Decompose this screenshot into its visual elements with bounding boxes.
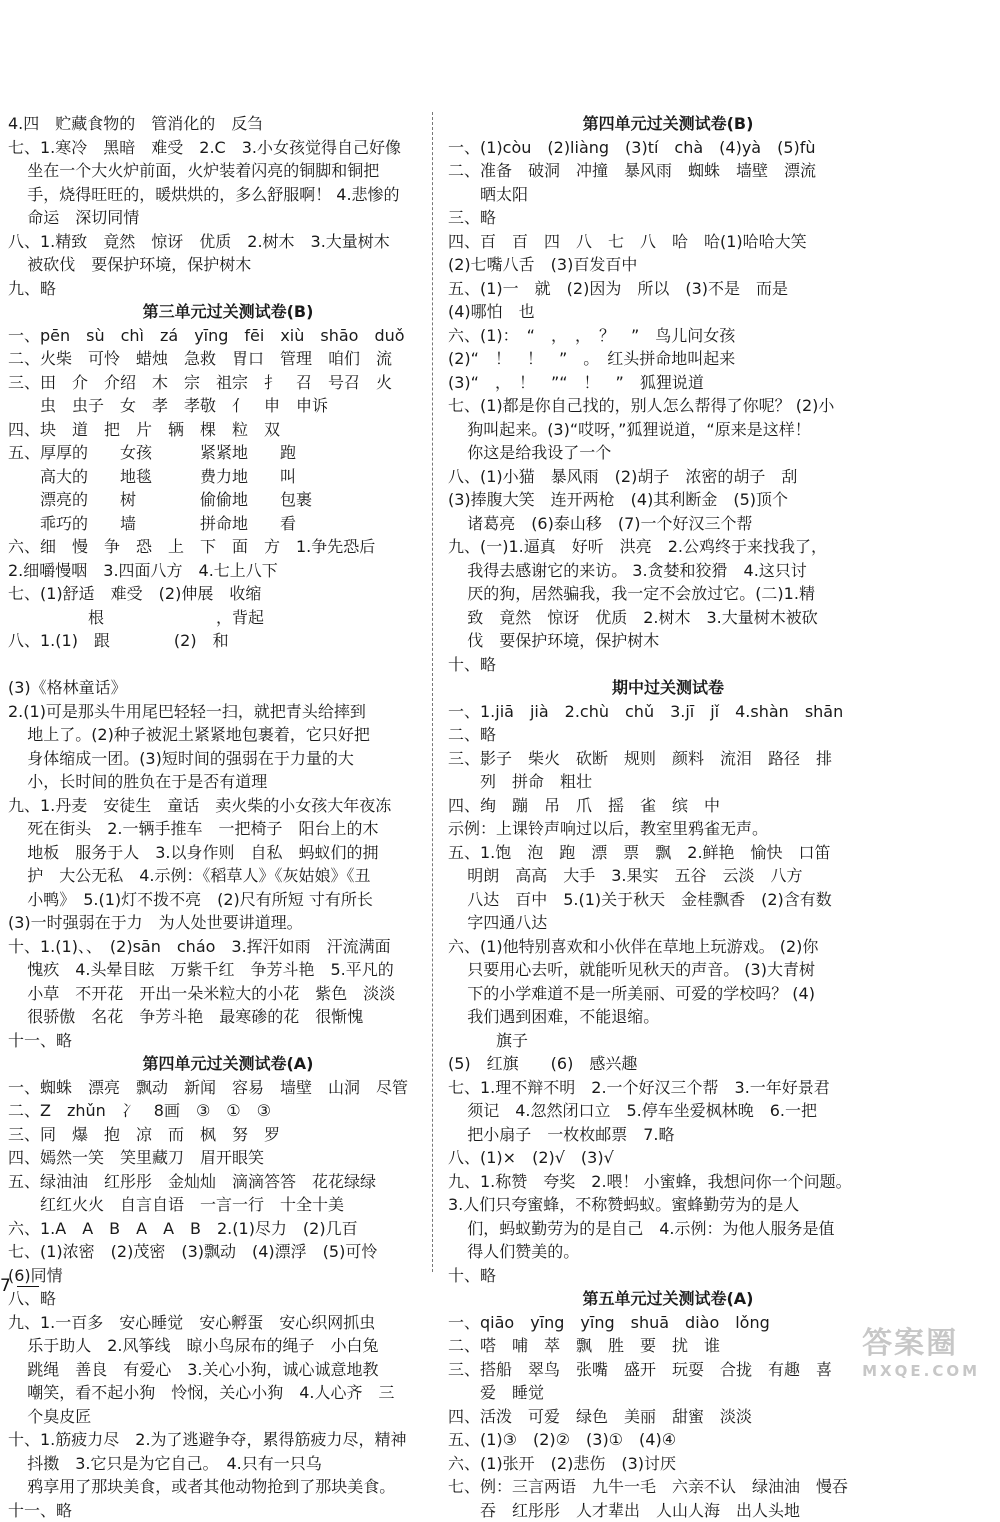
section-heading: 第三单元过关测试卷(B)	[8, 300, 448, 324]
answer-line: 致 竟然 惊讶 优质 2.树木 3.大量树木被砍	[448, 606, 888, 630]
answer-line: 四、百 百 四 八 七 八 哈 哈(1)哈哈大笑	[448, 230, 888, 254]
answer-line: 抖擞 3.它只是为它自己。 4.只有一只乌	[8, 1452, 448, 1476]
answer-line: 下的小学难道不是一所美丽、可爱的学校吗？ (4)	[448, 982, 888, 1006]
section-heading: 期中过关测试卷	[448, 676, 888, 700]
answer-line: 列 拼命 粗壮	[448, 770, 888, 794]
watermark-main: 答案圈	[862, 1326, 958, 1361]
answer-line: 4.四 贮藏食物的 管消化的 反刍	[8, 112, 448, 136]
column-divider	[432, 112, 433, 1272]
answer-line: 明朗 高高 大手 3.果实 五谷 云淡 八方	[448, 864, 888, 888]
answer-line: (3)《格林童话》	[8, 676, 448, 700]
answer-line: 诸葛亮 (6)泰山移 (7)一个好汉三个帮	[448, 512, 888, 536]
answer-line: 小，长时间的胜负在于是否有道理	[8, 770, 448, 794]
answer-line: 五、1.饱 泡 跑 漂 票 飘 2.鲜艳 愉快 口笛	[448, 841, 888, 865]
answer-line: 坐在一个大火炉前面，火炉装着闪亮的铜脚和铜把	[8, 159, 448, 183]
answer-line: 七、(1)都是你自己找的，别人怎么帮得了你呢？ (2)小	[448, 394, 888, 418]
section-heading: 第四单元过关测试卷(A)	[8, 1052, 448, 1076]
answer-line: 很骄傲 名花 争芳斗艳 最寒碜的花 很惭愧	[8, 1005, 448, 1029]
answer-line: 六、(1)张开 (2)悲伤 (3)讨厌	[448, 1452, 888, 1476]
answer-line: 伐 要保护环境，保护树木	[448, 629, 888, 653]
answer-line: 示例：上课铃声响过以后，教室里鸦雀无声。	[448, 817, 888, 841]
answer-line: 旗子	[448, 1029, 888, 1053]
answer-line: 二、略	[448, 723, 888, 747]
answer-line: 2.细嚼慢咽 3.四面八方 4.七上八下	[8, 559, 448, 583]
answer-line: 九、1.一百多 安心睡觉 安心孵蛋 安心织网抓虫	[8, 1311, 448, 1335]
answer-line: 三、影子 柴火 砍断 规则 颜料 流泪 路径 排	[448, 747, 888, 771]
section-heading: 第五单元过关测试卷(A)	[448, 1287, 888, 1311]
answer-line: 只要用心去听，就能听见秋天的声音。 (3)大青树	[448, 958, 888, 982]
answer-line: (3)“ ， ！ ”“ ！ ” 狐狸说道	[448, 371, 888, 395]
answer-line: 鸦享用了那块美食，或者其他动物抢到了那块美食。	[8, 1475, 448, 1499]
answer-line: 一、qiāo yīng yīng shuā diào lǒng	[448, 1311, 888, 1335]
answer-line: 九、1.称赞 夸奖 2.喂！ 小蜜蜂，我想问你一个问题。	[448, 1170, 888, 1194]
answer-line: 愧疚 4.头晕目眩 万紫千红 争芳斗艳 5.平凡的	[8, 958, 448, 982]
answer-line: 五、(1)一 就 (2)因为 所以 (3)不是 而是	[448, 277, 888, 301]
answer-line: 得人们赞美的。	[448, 1240, 888, 1264]
answer-line: 八、(1)× (2)√ (3)√	[448, 1146, 888, 1170]
answer-line: 十、1.筋疲力尽 2.为了逃避争夺，累得筋疲力尽，精神	[8, 1428, 448, 1452]
answer-line: 把小扇子 一枚枚邮票 7.略	[448, 1123, 888, 1147]
answer-line: 十、略	[448, 1264, 888, 1288]
answer-line: 七、1.寒冷 黑暗 难受 2.C 3.小女孩觉得自己好像	[8, 136, 448, 160]
answer-line: 护 大公无私 4.示例：《稻草人》《灰姑娘》《丑	[8, 864, 448, 888]
answer-line: (6)同情	[8, 1264, 448, 1288]
answer-line: 六、(1)： “ ， ， ？ ” 鸟儿问女孩	[448, 324, 888, 348]
answer-line: 三、略	[448, 206, 888, 230]
left-answer-column	[8, 112, 448, 1522]
answer-line: 二、嗒 哺 萃 飘 胜 要 扰 谁	[448, 1334, 888, 1358]
answer-line: 九、略	[8, 277, 448, 301]
answer-line: 被砍伐 要保护环境，保护树木	[8, 253, 448, 277]
answer-line: 3.人们只夸蜜蜂，不称赞蚂蚁。蜜蜂勤劳为的是人	[448, 1193, 888, 1217]
right-answer-column	[448, 112, 888, 1522]
answer-line: 八达 百中 5.(1)关于秋天 金桂飘香 (2)含有数	[448, 888, 888, 912]
answer-line: 五、(1)③ (2)② (3)① (4)④	[448, 1428, 888, 1452]
answer-line: 四、绚 蹦 吊 爪 摇 雀 缤 中	[448, 794, 888, 818]
answer-line: 四、块 道 把 片 辆 棵 粒 双	[8, 418, 448, 442]
answer-line: 跳绳 善良 有爱心 3.关心小狗，诚心诚意地教	[8, 1358, 448, 1382]
watermark-logo	[862, 1318, 980, 1380]
section-heading: 第四单元过关测试卷(B)	[448, 112, 888, 136]
answer-line: 四、嫣然一笑 笑里藏刀 眉开眼笑	[8, 1146, 448, 1170]
answer-line	[8, 653, 448, 677]
answer-line: 一、(1)còu (2)liàng (3)tí chà (4)yà (5)fù	[448, 136, 888, 160]
answer-line: 二、Z zhǔn 冫 8画 ③ ① ③	[8, 1099, 448, 1123]
answer-line: 厌的狗，居然骗我，我一定不会放过它。(二)1.精	[448, 582, 888, 606]
answer-line: 六、细 慢 争 恐 上 下 面 方 1.争先恐后	[8, 535, 448, 559]
answer-line: 五、绿油油 红彤彤 金灿灿 滴滴答答 花花绿绿	[8, 1170, 448, 1194]
answer-line: 九、1.丹麦 安徒生 童话 卖火柴的小女孩大年夜冻	[8, 794, 448, 818]
answer-line: 虫 虫子 女 孝 孝敬 亻 申 申诉	[8, 394, 448, 418]
answer-line: 一、1.jiā jià 2.chù chǔ 3.jī jǐ 4.shàn shān	[448, 700, 888, 724]
answer-line: 一、pēn sù chì zá yīng fēi xiù shāo duǒ	[8, 324, 448, 348]
answer-line: 乐于助人 2.风筝线 晾小鸟尿布的绳子 小白兔	[8, 1334, 448, 1358]
answer-line: 地上了。(2)种子被泥土紧紧地包裹着，它只好把	[8, 723, 448, 747]
answer-line: 七、(1)舒适 难受 (2)伸展 收缩	[8, 582, 448, 606]
watermark-sub: MXQE.COM	[862, 1362, 980, 1380]
answer-line: 红红火火 自言自语 一言一行 十全十美	[8, 1193, 448, 1217]
answer-line: 我们遇到困难，不能退缩。	[448, 1005, 888, 1029]
answer-line: 十、1.(1)、、 (2)sān cháo 3.挥汗如雨 汗流满面	[8, 935, 448, 959]
answer-line: 二、火柴 可怜 蜡烛 急救 胃口 管理 咱们 流	[8, 347, 448, 371]
answer-line: 六、(1)他特别喜欢和小伙伴在草地上玩游戏。 (2)你	[448, 935, 888, 959]
answer-line: (5) 红旗 (6) 感兴趣	[448, 1052, 888, 1076]
answer-line: 八、1.(1) 跟 (2) 和	[8, 629, 448, 653]
answer-line: 吞 红彤彤 人才辈出 人山人海 出人头地	[448, 1499, 888, 1522]
answer-line: 身体缩成一团。(3)短时间的强弱在于力量的大	[8, 747, 448, 771]
answer-line: 地板 服务于人 3.以身作则 自私 蚂蚁们的拥	[8, 841, 448, 865]
answer-line: (3)捧腹大笑 连开两枪 (4)其利断金 (5)顶个	[448, 488, 888, 512]
answer-line: 十一、略	[8, 1029, 448, 1053]
answer-line: 字四通八达	[448, 911, 888, 935]
answer-line: 五、厚厚的 女孩 紧紧地 跑	[8, 441, 448, 465]
answer-line: 十、略	[448, 653, 888, 677]
answer-line: 根 ，背起	[8, 606, 448, 630]
answer-line: 们，蚂蚁勤劳为的是自己 4.示例：为他人服务是值	[448, 1217, 888, 1241]
answer-line: 三、搭船 翠鸟 张嘴 盛开 玩耍 合拢 有趣 喜	[448, 1358, 888, 1382]
answer-line: 七、例：三言两语 九牛一毛 六亲不认 绿油油 慢吞	[448, 1475, 888, 1499]
page-number-text: 7	[0, 1276, 11, 1296]
answer-line: 二、准备 破洞 冲撞 暴风雨 蜘蛛 墙壁 漂流	[448, 159, 888, 183]
answer-line: 嘲笑，看不起小狗 怜悯，关心小狗 4.人心齐 三	[8, 1381, 448, 1405]
answer-line: 八、1.精致 竟然 惊讶 优质 2.树木 3.大量树木	[8, 230, 448, 254]
answer-line: 三、田 介 介绍 木 宗 祖宗 扌 召 号召 火	[8, 371, 448, 395]
answer-line: 小草 不开花 开出一朵米粒大的小花 紫色 淡淡	[8, 982, 448, 1006]
answer-line: (4)哪怕 也	[448, 300, 888, 324]
answer-line: (2)七嘴八舌 (3)百发百中	[448, 253, 888, 277]
answer-line: 我得去感谢它的来访。 3.贪婪和狡猾 4.这只讨	[448, 559, 888, 583]
answer-line: 你这是给我设了一个	[448, 441, 888, 465]
answer-line: 十一、略	[8, 1499, 448, 1522]
answer-line: 须记 4.忽然闭口立 5.停车坐爱枫林晚 6.一把	[448, 1099, 888, 1123]
answer-line: 个臭皮匠	[8, 1405, 448, 1429]
answer-line: 漂亮的 树 偷偷地 包裹	[8, 488, 448, 512]
answer-line: 六、1.A A B A A B 2.(1)尽力 (2)几百	[8, 1217, 448, 1241]
page-number-dash	[17, 1286, 39, 1287]
answer-line: (2)“ ！ ！ ” 。 红头拼命地叫起来	[448, 347, 888, 371]
answer-line: 手，烧得旺旺的，暖烘烘的，多么舒服啊！ 4.悲惨的	[8, 183, 448, 207]
page-number	[0, 1276, 39, 1296]
answer-line: 一、蜘蛛 漂亮 飘动 新闻 容易 墙壁 山洞 尽管	[8, 1076, 448, 1100]
answer-line: (3)一时强弱在于力 为人处世要讲道理。	[8, 911, 448, 935]
answer-line: 爱 睡觉	[448, 1381, 888, 1405]
answer-line: 八、略	[8, 1287, 448, 1311]
answer-line: 小鸭》 5.(1)灯不拨不亮 (2)尺有所短 寸有所长	[8, 888, 448, 912]
answer-line: 狗叫起来。(3)“哎呀，”狐狸说道，“原来是这样！	[448, 418, 888, 442]
answer-line: 2.(1)可是那头牛用尾巴轻轻一扫，就把青头给摔到	[8, 700, 448, 724]
answer-line: 八、(1)小猫 暴风雨 (2)胡子 浓密的胡子 刮	[448, 465, 888, 489]
answer-line: 七、1.理不辩不明 2.一个好汉三个帮 3.一年好景君	[448, 1076, 888, 1100]
answer-line: 命运 深切同情	[8, 206, 448, 230]
answer-line: 乖巧的 墙 拼命地 看	[8, 512, 448, 536]
answer-line: 死在街头 2.一辆手推车 一把椅子 阳台上的木	[8, 817, 448, 841]
answer-line: 九、(一)1.逼真 好听 洪亮 2.公鸡终于来找我了，	[448, 535, 888, 559]
answer-line: 七、(1)浓密 (2)茂密 (3)飘动 (4)漂浮 (5)可怜	[8, 1240, 448, 1264]
answer-line: 四、活泼 可爱 绿色 美丽 甜蜜 淡淡	[448, 1405, 888, 1429]
answer-line: 高大的 地毯 费力地 叫	[8, 465, 448, 489]
answer-line: 三、同 爆 抱 凉 而 枫 努 罗	[8, 1123, 448, 1147]
answer-line: 晒太阳	[448, 183, 888, 207]
